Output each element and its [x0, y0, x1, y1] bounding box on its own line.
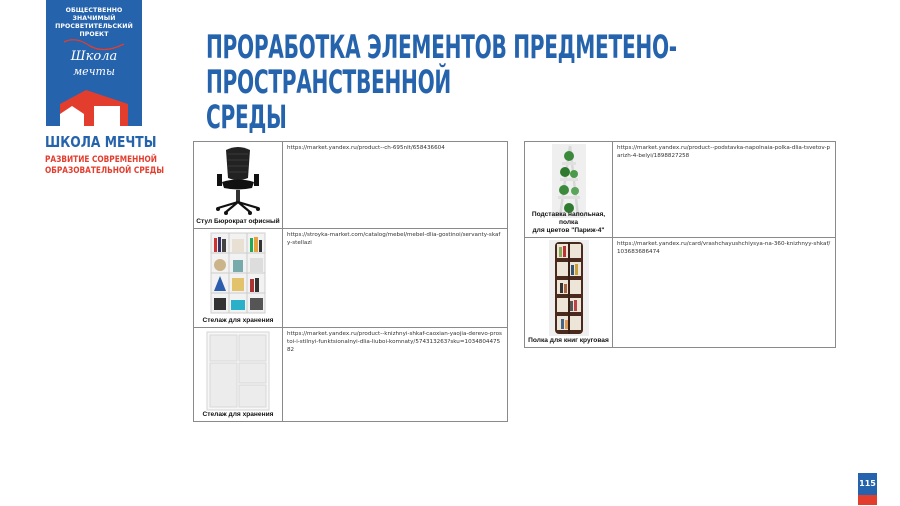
product-caption: Стул Бюрократ офисный: [196, 218, 280, 225]
slide-title: [206, 30, 773, 135]
right-products-table: [524, 141, 836, 348]
round-bookcase-icon: [549, 240, 589, 336]
product-caption-line1: Подставка напольная, полка: [531, 211, 606, 226]
product-link[interactable]: https://market.yandex.ru/product--knizhnyi-shkaf-caoxian-yaojia-derevo-prostoi-i-stilnyi-funktsionalnyi-dlia-liuboi-komnaty/574313263?sku=103480447582: [283, 328, 508, 422]
project-logo: [46, 0, 142, 128]
product-image-cell: [194, 328, 283, 422]
product-image-cell: [525, 238, 613, 348]
office-chair-icon: [212, 144, 264, 216]
product-caption-line2: для цветов "Париж-4": [532, 227, 605, 234]
project-label: [46, 7, 142, 39]
brand-block: [45, 133, 164, 177]
product-caption: [525, 211, 612, 235]
product-link[interactable]: https://stroyka-market.com/catalog/mebel/mebel-dlia-gostinoi/servanty-skafy-stellazi: [283, 229, 508, 328]
logo-script-word2: мечты: [73, 65, 115, 78]
product-image-cell: [194, 142, 283, 229]
product-image-cell: [194, 229, 283, 328]
product-link[interactable]: https://market.yandex.ru/product--ch-695nlt/658436604: [283, 142, 508, 229]
brand-subtitle: [45, 155, 164, 177]
table-row: [194, 142, 508, 229]
house-icon: [46, 86, 142, 128]
brand-subtitle-line1: РАЗВИТИЕ СОВРЕМЕННОЙ: [45, 155, 157, 165]
project-label-line2: ПРОСВЕТИТЕЛЬСКИЙ ПРОЕКТ: [55, 23, 133, 38]
product-link[interactable]: https://market.yandex.ru/card/vrashchayushchiysya-na-360-knizhnyy-shkaf/103683686474: [613, 238, 836, 348]
product-caption: Стелаж для хранения: [202, 411, 274, 418]
product-caption: Полка для книг круговая: [528, 337, 609, 344]
brand-subtitle-line2: ОБРАЗОВАТЕЛЬНОЙ СРЕДЫ: [45, 166, 164, 176]
white-cube-shelf-icon: [206, 331, 270, 411]
ladder-shelf-icon: [552, 144, 586, 218]
product-link[interactable]: https://market.yandex.ru/product--podstavka-napolnaia-polka-dlia-tsvetov-parizh-4-belyi/1898827258: [613, 142, 836, 238]
left-products-table: [193, 141, 508, 422]
project-label-line1: ОБЩЕСТВЕННО ЗНАЧИМЫЙ: [65, 7, 123, 22]
page-number: 115: [858, 473, 877, 495]
bookshelf-icon: [209, 232, 267, 314]
table-row: [194, 229, 508, 328]
page-number-accent: [858, 495, 877, 505]
product-image-cell: [525, 142, 613, 238]
slide-title-line1: ПРОРАБОТКА ЭЛЕМЕНТОВ ПРЕДМЕТЕНО-ПРОСТРАНСТВЕННОЙ: [206, 28, 677, 101]
table-row: [194, 328, 508, 422]
slide-title-line2: СРЕДЫ: [206, 98, 287, 136]
page-number-badge: [858, 473, 877, 505]
table-row: [525, 238, 836, 348]
table-row: [525, 142, 836, 238]
product-caption: Стелаж для хранения: [202, 317, 274, 324]
logo-script: [46, 38, 142, 84]
logo-script-word1: Школа: [70, 49, 118, 64]
brand-title: ШКОЛА МЕЧТЫ: [45, 133, 157, 151]
